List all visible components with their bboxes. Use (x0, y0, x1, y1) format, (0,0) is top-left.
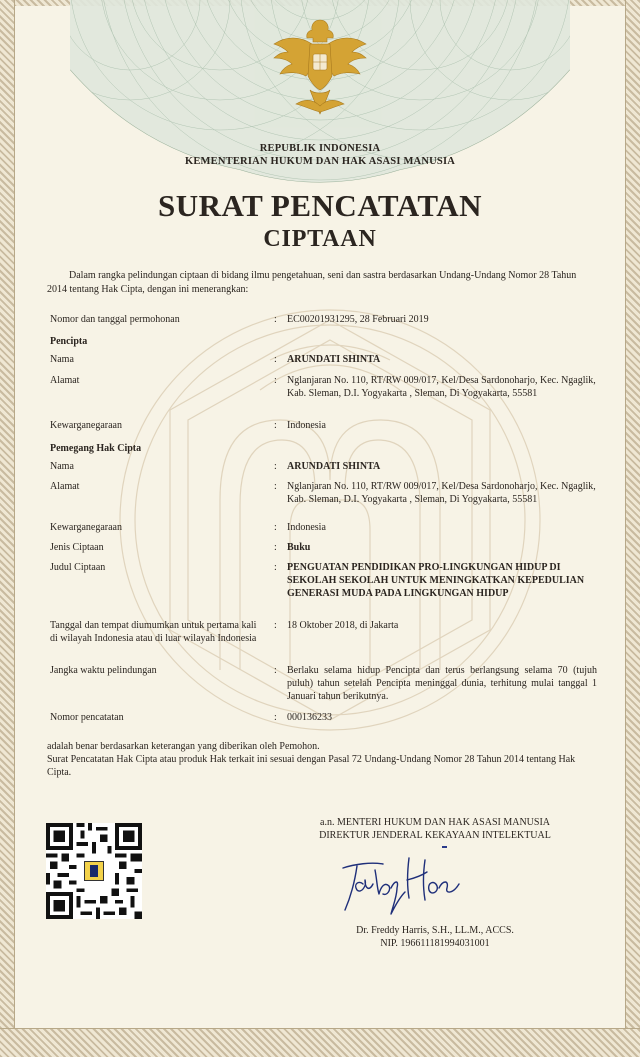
document-title: SURAT PENCATATAN (157, 188, 483, 223)
field-colon: : (274, 620, 277, 631)
field-colon: : (274, 542, 277, 553)
document-subtitle: CIPTAAN (263, 226, 377, 252)
field-colon: : (274, 461, 277, 472)
field-value: PENGUATAN PENDIDIKAN PRO-LINGKUNGAN HIDUP DI SEKOLAH SEKOLAH UNTUK MENINGKATKAN KEPEDULIAN GENERASI MUDA PADA LINGKUNGAN HIDUP (287, 562, 585, 599)
field-label: Jangka waktu pelindungan (50, 665, 157, 676)
ministry-heading: KEMENTERIAN HUKUM DAN HAK ASASI MANUSIA (184, 156, 456, 167)
closing-line-2: Surat Pencatatan Hak Cipta atau produk Hak terkait ini sesuai dengan Pasal 72 Undang-Undang Nomor 28 Tahun 2014 tentang Hak Cipta. (47, 754, 576, 778)
signer-block (300, 924, 570, 950)
signatory-block (300, 816, 570, 842)
field-value: ARUNDATI SHINTA (287, 461, 381, 472)
section-pencipta: Pencipta (50, 336, 88, 347)
field-label: Nomor dan tanggal permohonan (50, 314, 180, 325)
handwritten-signature-icon (335, 850, 465, 920)
field-value: ARUNDATI SHINTA (287, 354, 381, 365)
field-value: EC00201931295, 28 Februari 2019 (287, 314, 429, 325)
qr-code-icon (46, 823, 142, 919)
field-value: 000136233 (287, 712, 332, 723)
signer-nip: NIP. 196611181994031001 (380, 938, 490, 949)
closing-paragraph (47, 740, 599, 779)
ink-mark (442, 846, 447, 848)
signer-name: Dr. Freddy Harris, S.H., LL.M., ACCS. (356, 925, 514, 936)
field-value: Nglanjaran No. 110, RT/RW 009/017, Kel/Desa Sardonoharjo, Kec. Ngaglik, Kab. Sleman, D.I. Yogyakarta , Sleman, Di Yogyakarta, 55581 (287, 481, 596, 505)
field-label: Alamat (50, 375, 80, 386)
field-label: Kewarganegaraan (50, 420, 122, 431)
republic-heading: REPUBLIK INDONESIA (259, 143, 381, 154)
section-pemegang: Pemegang Hak Cipta (50, 443, 142, 454)
field-label: Nama (50, 461, 74, 472)
field-colon: : (274, 562, 277, 573)
field-colon: : (274, 375, 277, 386)
field-label: Jenis Ciptaan (50, 542, 104, 553)
field-label: Alamat (50, 481, 80, 492)
field-value: 18 Oktober 2018, di Jakarta (287, 620, 399, 631)
field-colon: : (274, 354, 277, 365)
field-colon: : (274, 522, 277, 533)
field-colon: : (274, 712, 277, 723)
signatory-line-1: a.n. MENTERI HUKUM DAN HAK ASASI MANUSIA (320, 817, 550, 828)
field-label: Nama (50, 354, 74, 365)
field-value: Berlaku selama hidup Pencipta dan terus berlangsung selama 70 (tujuh puluh) tahun setelah Pencipta meninggal dunia, terhitung mulai tanggal 1 Januari tahun berikutnya. (287, 665, 597, 702)
field-colon: : (274, 665, 277, 676)
field-label: Tanggal dan tempat diumumkan untuk pertama kali di wilayah Indonesia atau di luar wilayah Indonesia (50, 620, 257, 644)
field-label: Kewarganegaraan (50, 522, 122, 533)
field-label: Nomor pencatatan (50, 712, 124, 723)
intro-paragraph: Dalam rangka pelindungan ciptaan di bidang ilmu pengetahuan, seni dan sastra berdasarkan Undang-Undang Nomor 28 Tahun 2014 tentang Hak Cipta, dengan ini menerangkan: (47, 270, 577, 295)
closing-line-1: adalah benar berdasarkan keterangan yang diberikan oleh Pemohon. (47, 741, 320, 752)
field-colon: : (274, 420, 277, 431)
field-colon: : (274, 314, 277, 325)
field-value: Indonesia (287, 522, 326, 533)
bottom-border (0, 1028, 640, 1057)
signatory-line-2: DIREKTUR JENDERAL KEKAYAAN INTELEKTUAL (319, 830, 551, 841)
field-colon: : (274, 481, 277, 492)
field-label: Judul Ciptaan (50, 562, 106, 573)
field-value: Nglanjaran No. 110, RT/RW 009/017, Kel/Desa Sardonoharjo, Kec. Ngaglik, Kab. Sleman, D.I. Yogyakarta , Sleman, Di Yogyakarta, 55581 (287, 375, 596, 399)
field-value: Indonesia (287, 420, 326, 431)
field-value: Buku (287, 542, 311, 553)
garuda-emblem-icon (270, 14, 370, 124)
